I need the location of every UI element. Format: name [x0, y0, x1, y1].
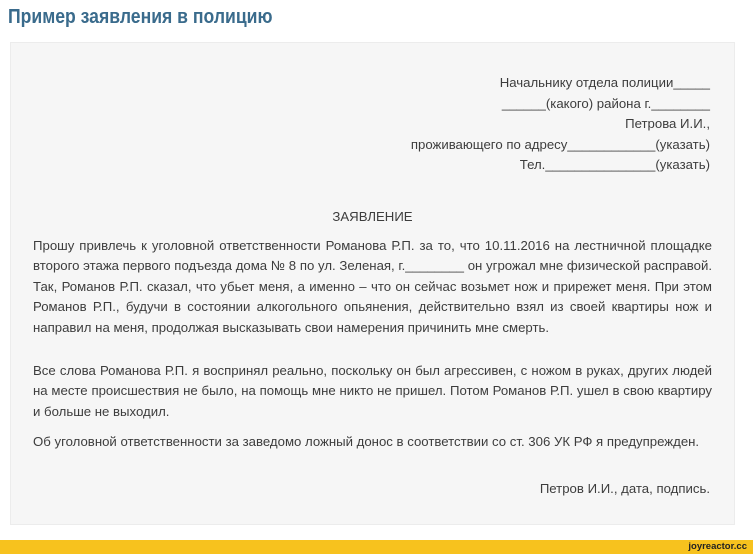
- body-paragraph: Все слова Романова Р.П. я воспринял реально, поскольку он был агрессивен, с ножом в руках, других людей на месте происшествия не было, на помощь мне никто не пришел. Потом Романов Р.П. ушел в свою квартиру и больше не выходил.: [33, 363, 712, 419]
- letter-card: [10, 42, 735, 525]
- footer-bar: [0, 540, 753, 554]
- body-paragraph: Прошу привлечь к уголовной ответственности Романова Р.П. за то, что 10.11.2016 на лестничной площадке второго этажа первого подъезда дома № 8 по ул. Зеленая, г.________ он угрожал мне физической расправой. Так, Романов Р.П. сказал, что убьет меня, а именно – что он сейчас возьмет нож и прирежет меня. При этом Романов Р.П., будучи в состоянии алкогольного опьянения, действительно взял из своей квартиры нож и направил на меня, продолжая высказывать свои намерения причинить мне смерть.: [33, 238, 712, 335]
- watermark-brand[interactable]: joyreactor.cc: [688, 541, 747, 552]
- applicant-address-line: проживающего по адресу____________(указать): [410, 136, 710, 152]
- addressee-line: Начальнику отдела полиции_____: [499, 75, 710, 90]
- addressee-line: ______(какого) района г.________: [501, 95, 710, 111]
- document-heading: ЗАЯВЛЕНИЕ: [332, 209, 413, 224]
- body-paragraph: Об уголовной ответственности за заведомо ложный донос в соответствии со ст. 306 УК РФ я предупрежден.: [33, 434, 700, 449]
- page-title: Пример заявления в полицию: [8, 6, 273, 28]
- signature-line: Петров И.И., дата, подпись.: [539, 481, 710, 496]
- applicant-name-line: Петрова И.И.,: [625, 116, 710, 131]
- addressee-block: [411, 73, 710, 176]
- applicant-phone-line: Тел._______________(указать): [519, 157, 710, 172]
